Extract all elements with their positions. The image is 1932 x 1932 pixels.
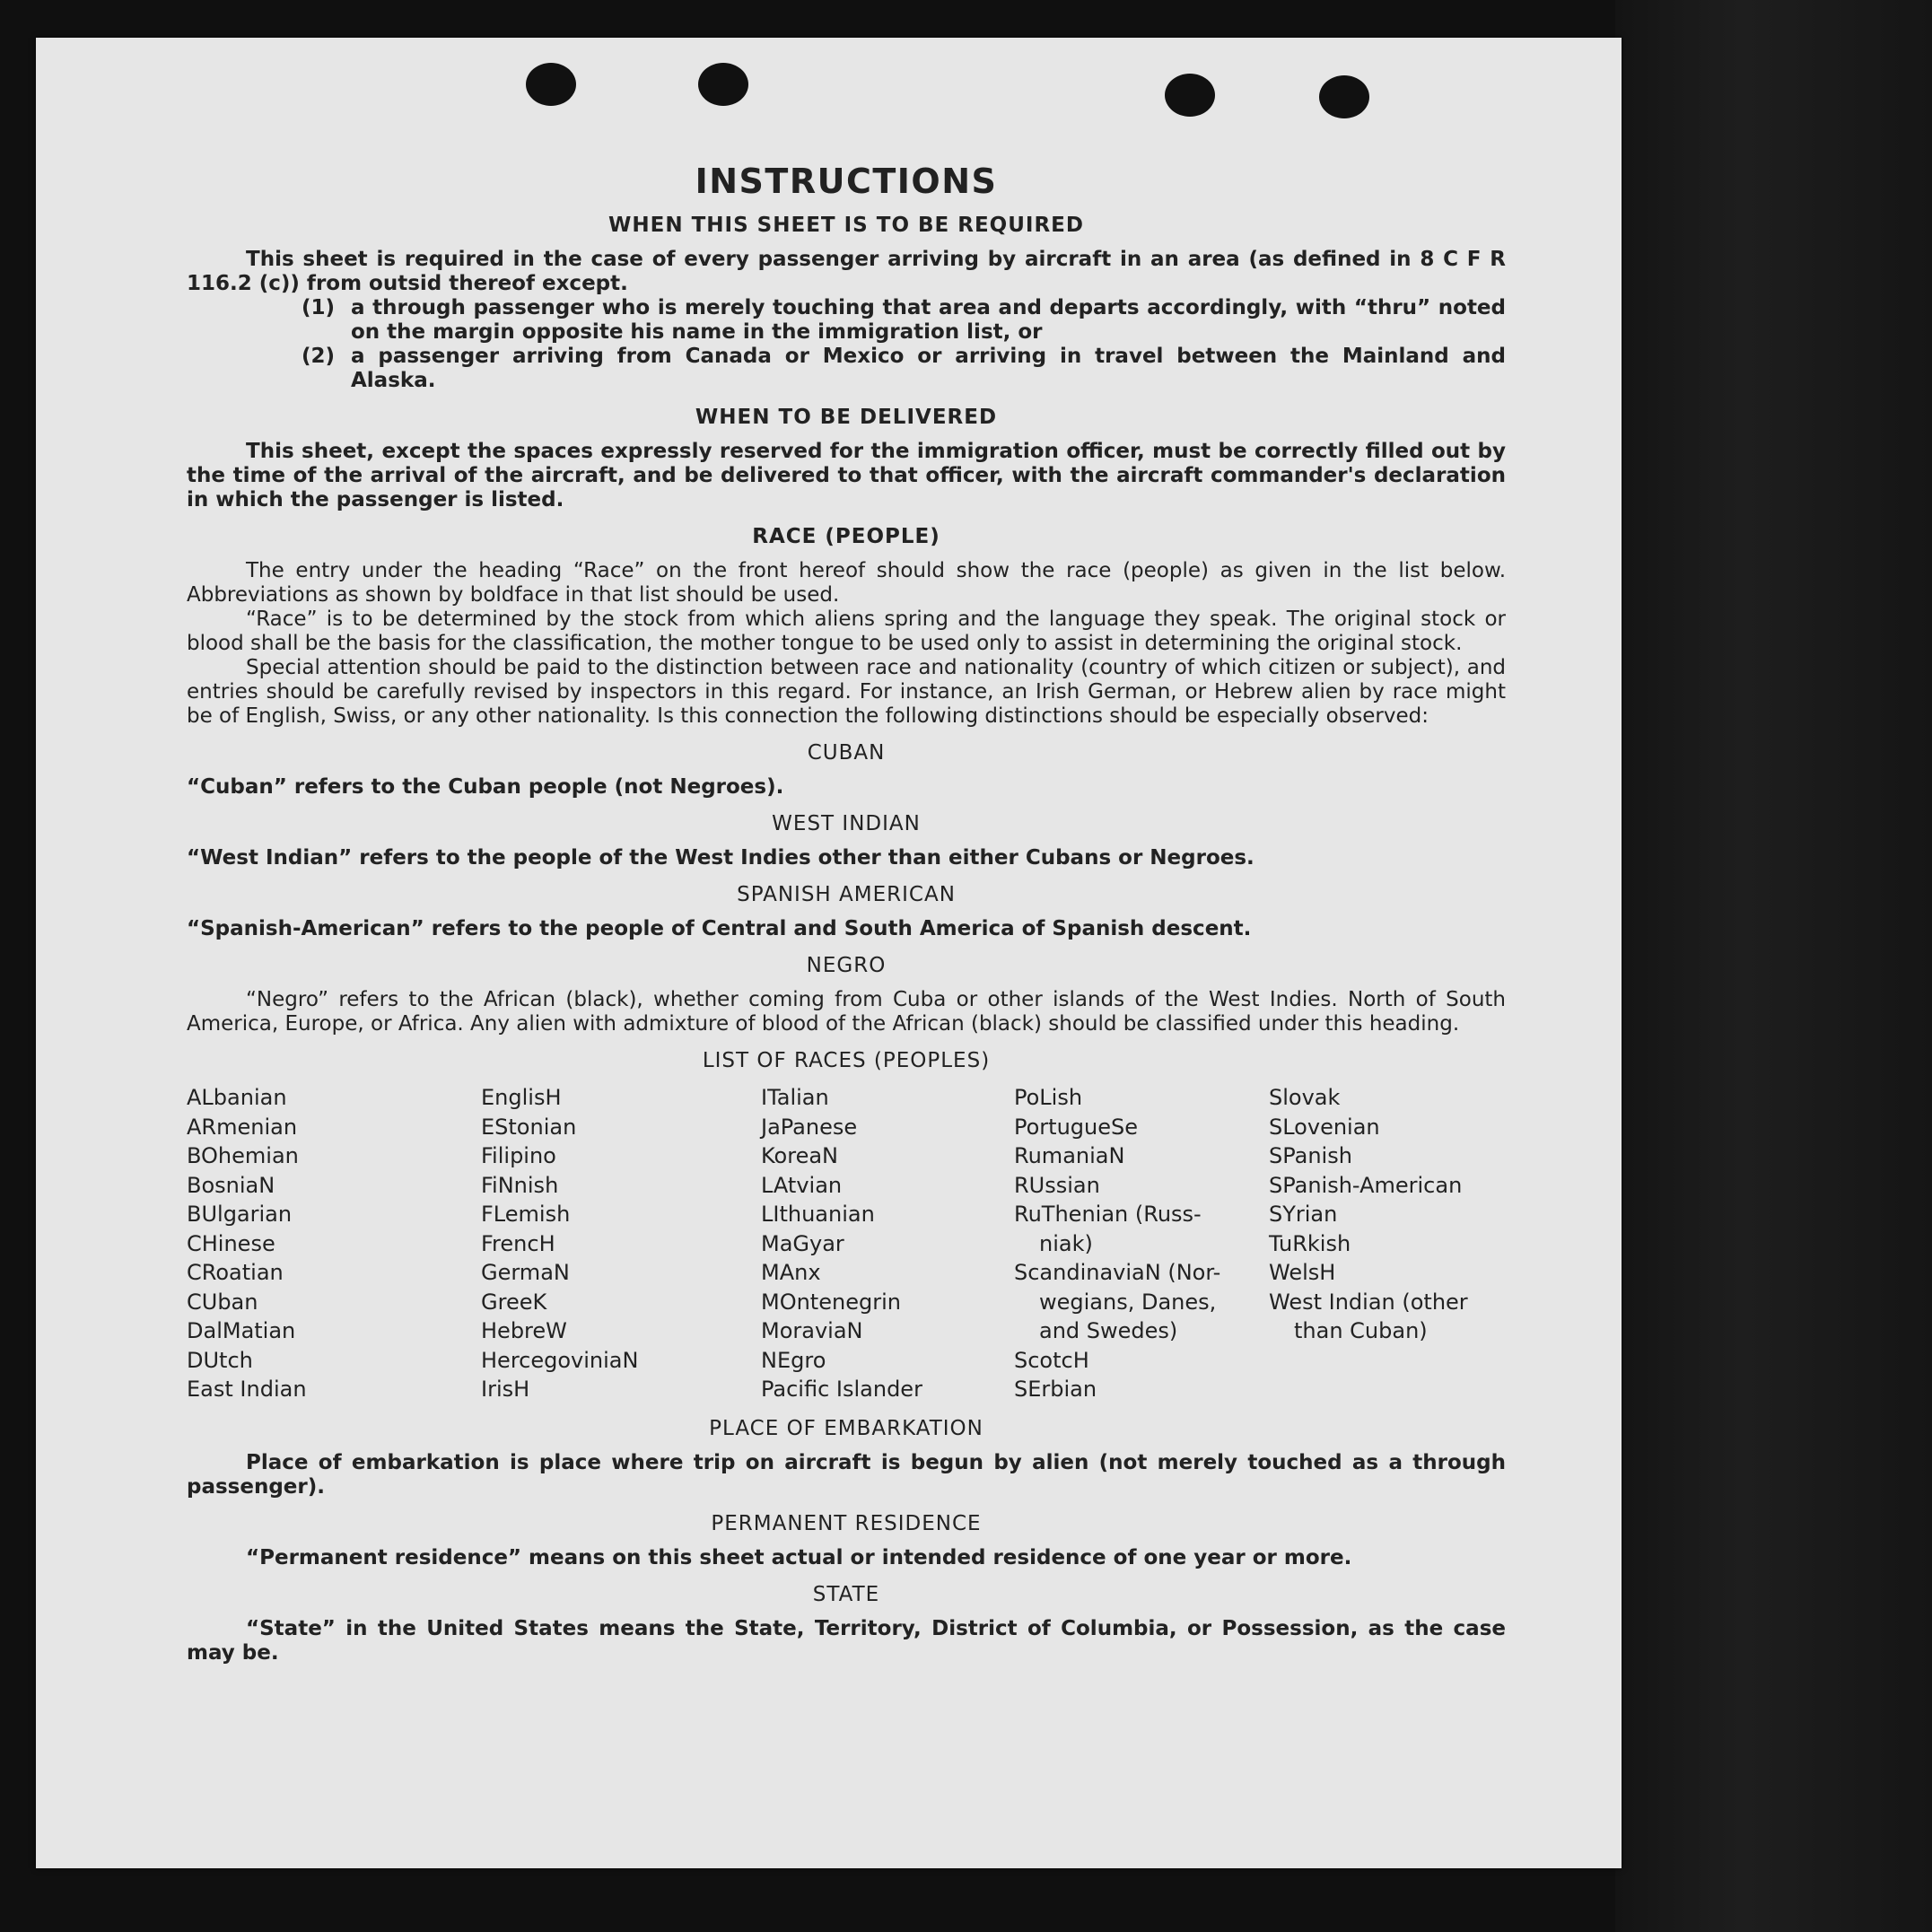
- section-heading-when-delivered: WHEN TO BE DELIVERED: [695, 406, 998, 429]
- exception-item-1: [302, 296, 1506, 345]
- race-entry: MAnx: [761, 1260, 821, 1285]
- race-column-3: [761, 1083, 1014, 1404]
- race-entry: SPanish-American: [1269, 1172, 1463, 1198]
- race-entry: ITalian: [761, 1085, 829, 1110]
- section-heading-negro: NEGRO: [806, 954, 887, 977]
- section-heading-west-indian: WEST INDIAN: [772, 812, 921, 835]
- document-page: [36, 38, 1622, 1868]
- race-entry: JaPanese: [761, 1114, 858, 1140]
- race-entry: SLovenian: [1269, 1114, 1380, 1140]
- race-list: [187, 1083, 1506, 1404]
- punch-hole: [698, 63, 748, 106]
- race-entry: ScandinaviaN (Nor-: [1014, 1260, 1221, 1285]
- residence-text: “Permanent residence” means on this sheet actual or intended residence of one year or more.: [246, 1545, 1352, 1569]
- west-indian-text: “West Indian” refers to the people of the West Indies other than either Cubans or Negroes.: [187, 846, 1254, 870]
- race-entry: HercegoviniaN: [481, 1347, 639, 1373]
- cuban-text: “Cuban” refers to the Cuban people (not Negroes).: [187, 775, 784, 799]
- race-entry: CRoatian: [187, 1260, 284, 1285]
- race-column-1: [187, 1083, 481, 1404]
- race-entry: ALbanian: [187, 1085, 287, 1110]
- section-heading-list-of-races: LIST OF RACES (PEOPLES): [702, 1049, 991, 1072]
- punch-hole: [526, 63, 576, 106]
- race-entry: and Swedes): [1039, 1318, 1178, 1343]
- section-heading-spanish-american: SPANISH AMERICAN: [737, 883, 956, 906]
- when-delivered-text: This sheet, except the spaces expressly reserved for the immigration officer, must be correctly filled out by the time of the arrival of the aircraft, and be delivered to that officer, with the aircraft commander's declaration in which the passenger is listed.: [187, 440, 1506, 511]
- race-entry: SErbian: [1014, 1377, 1097, 1402]
- race-entry: EnglisH: [481, 1085, 562, 1110]
- item-number: (1): [302, 296, 336, 319]
- background-strip: [1615, 0, 1932, 1932]
- embarkation-text: Place of embarkation is place where trip on aircraft is begun by alien (not merely touched as a through passenger).: [187, 1450, 1506, 1499]
- section-heading-residence: PERMANENT RESIDENCE: [711, 1511, 982, 1535]
- race-entry: than Cuban): [1294, 1318, 1428, 1343]
- race-entry: EStonian: [481, 1114, 577, 1140]
- race-entry: Filipino: [481, 1143, 556, 1168]
- punch-hole: [1165, 74, 1215, 117]
- section-heading-state: STATE: [812, 1582, 880, 1606]
- race-entry: FiNnish: [481, 1172, 559, 1198]
- race-entry: GreeK: [481, 1289, 547, 1315]
- race-entry: LIthuanian: [761, 1202, 875, 1227]
- race-paragraph-3: Special attention should be paid to the distinction between race and nationality (country of which citizen or subject), and entries should be carefully revised by inspectors in this regard. For instance, an Irish German, or Hebrew alien by race might be of English, Swiss, or any other nationality. Is this connection the following distinctions should be especially observed:: [187, 656, 1506, 728]
- section-heading-cuban: CUBAN: [807, 741, 886, 765]
- race-entry: DalMatian: [187, 1318, 296, 1343]
- race-entry: RumaniaN: [1014, 1143, 1125, 1168]
- race-entry: BOhemian: [187, 1143, 299, 1168]
- race-paragraph-2: “Race” is to be determined by the stock from which aliens spring and the language they speak. The original stock or blood shall be the basis for the classification, the mother tongue to be used only to assist in determining the original stock.: [187, 608, 1506, 655]
- race-entry: RuThenian (Russ-: [1014, 1202, 1202, 1227]
- race-entry: KoreaN: [761, 1143, 838, 1168]
- race-entry: WelsH: [1269, 1260, 1336, 1285]
- race-entry: CUban: [187, 1289, 258, 1315]
- section-heading-when-required: WHEN THIS SHEET IS TO BE REQUIRED: [608, 214, 1084, 237]
- race-entry: Slovak: [1269, 1085, 1341, 1110]
- race-entry: MOntenegrin: [761, 1289, 901, 1315]
- race-entry: BosniaN: [187, 1172, 275, 1198]
- race-entry: CHinese: [187, 1230, 275, 1256]
- page-title: INSTRUCTIONS: [695, 162, 998, 201]
- race-entry: East Indian: [187, 1377, 307, 1402]
- race-entry: Pacific Islander: [761, 1377, 922, 1402]
- exception-item-2: [302, 345, 1506, 393]
- item-number: (2): [302, 345, 336, 368]
- race-entry: TuRkish: [1269, 1230, 1351, 1256]
- race-entry: PortugueSe: [1014, 1114, 1138, 1140]
- race-entry: RUssian: [1014, 1172, 1100, 1198]
- item-text: a passenger arriving from Canada or Mexico or arriving in travel between the Mainland and Alaska.: [351, 345, 1506, 392]
- race-entry: FrencH: [481, 1230, 555, 1256]
- race-entry: HebreW: [481, 1318, 567, 1343]
- when-required-intro: This sheet is required in the case of every passenger arriving by aircraft in an area (as defined in 8 C F R 116.2 (c)) from outsid thereof except.: [187, 248, 1506, 295]
- race-entry: MaGyar: [761, 1230, 844, 1256]
- punch-hole: [1319, 75, 1369, 118]
- race-entry: ARmenian: [187, 1114, 298, 1140]
- race-entry: SYrian: [1269, 1202, 1338, 1227]
- race-entry: DUtch: [187, 1347, 253, 1373]
- negro-text: “Negro” refers to the African (black), whether coming from Cuba or other islands of the West Indies. North of South America, Europe, or Africa. Any alien with admixture of blood of the African (black) should be classified under this heading.: [187, 988, 1506, 1036]
- race-entry: LAtvian: [761, 1172, 843, 1198]
- race-entry: SPanish: [1269, 1143, 1352, 1168]
- race-entry: wegians, Danes,: [1039, 1289, 1217, 1315]
- race-entry: FLemish: [481, 1202, 571, 1227]
- race-entry: West Indian (other: [1269, 1289, 1468, 1315]
- race-entry: ScotcH: [1014, 1347, 1089, 1373]
- section-heading-race: RACE (PEOPLE): [752, 525, 940, 548]
- document-body: [187, 126, 1506, 1665]
- race-entry: PoLish: [1014, 1085, 1083, 1110]
- race-column-5: [1269, 1083, 1506, 1404]
- race-entry: IrisH: [481, 1377, 530, 1402]
- race-entry: BUlgarian: [187, 1202, 293, 1227]
- race-column-2: [481, 1083, 761, 1404]
- race-entry: MoraviaN: [761, 1318, 863, 1343]
- race-entry: GermaN: [481, 1260, 570, 1285]
- state-text: “State” in the United States means the State, Territory, District of Columbia, or Possession, as the case may be.: [187, 1616, 1506, 1665]
- race-entry: NEgro: [761, 1347, 826, 1373]
- spanish-american-text: “Spanish-American” refers to the people of Central and South America of Spanish descent.: [187, 917, 1252, 940]
- race-paragraph-1: The entry under the heading “Race” on the front hereof should show the race (people) as given in the list below. Abbreviations as shown by boldface in that list should be used.: [187, 559, 1506, 607]
- race-column-4: [1014, 1083, 1269, 1404]
- race-entry: niak): [1039, 1230, 1093, 1256]
- section-heading-embarkation: PLACE OF EMBARKATION: [709, 1416, 983, 1440]
- item-text: a through passenger who is merely touching that area and departs accordingly, with “thru” noted on the margin opposite his name in the immigration list, or: [351, 296, 1506, 344]
